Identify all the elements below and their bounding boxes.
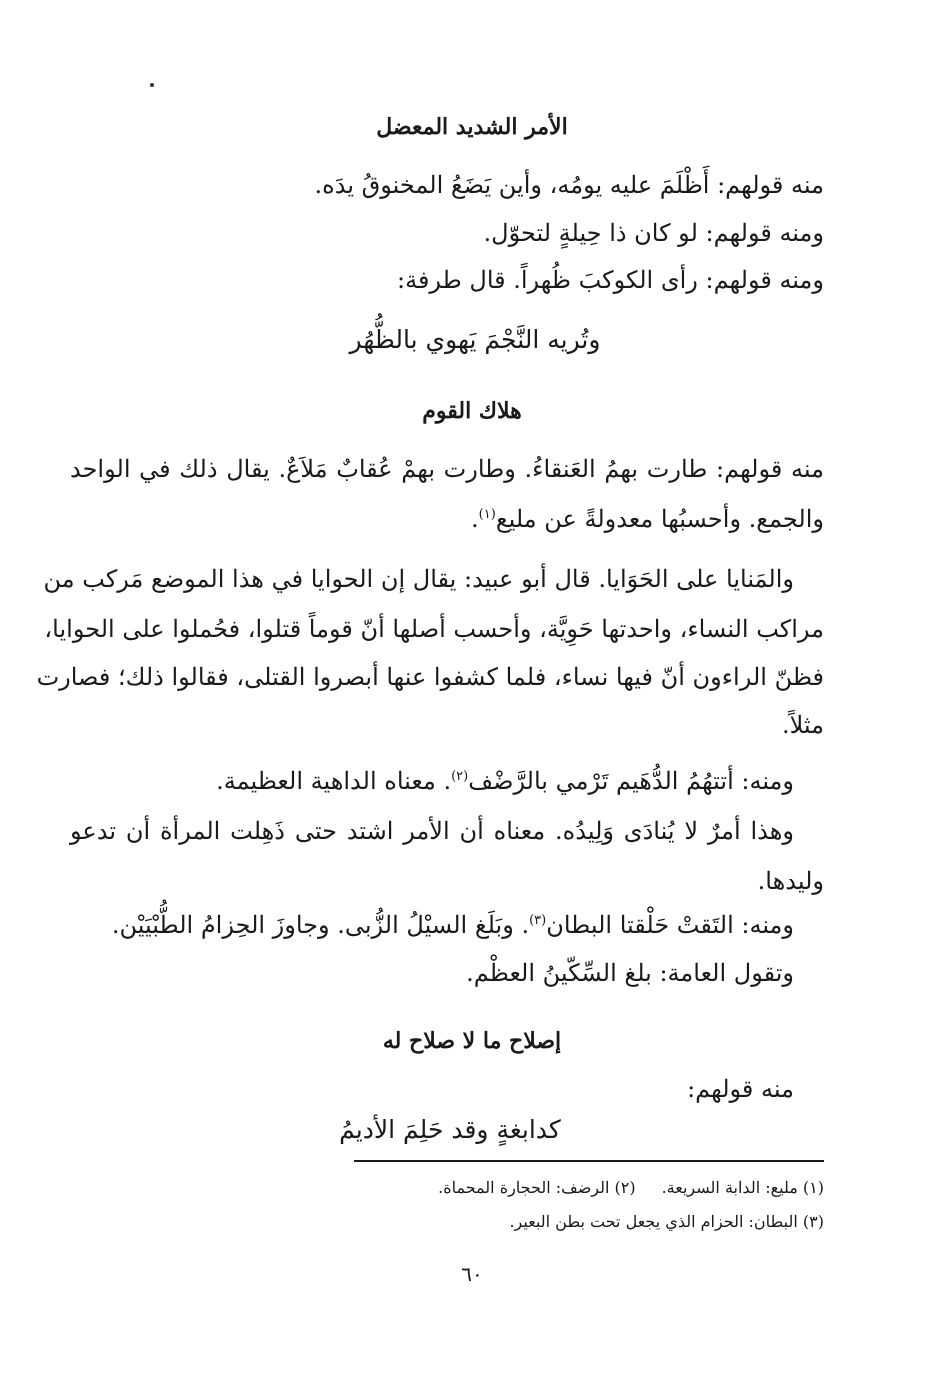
text-line: مراكب النساء، واحدتها حَوِيَّة، وأحسب أصلها أنّ قوماً قتلوا، فحُملوا على الحوايا،: [44, 615, 824, 643]
page-number: ٦٠: [461, 1262, 483, 1286]
line-text: ومنه: أتتهُمُ الدُّهَيم تَرْمي بالرَّضْف: [468, 767, 794, 795]
line-end: . وبَلَغ السيْلُ الزُّبى. وجاوزَ الحِزامُ الطُّبْيَيْن.: [111, 911, 530, 939]
text-line: [471, 502, 824, 536]
footnote-line: [438, 1176, 824, 1200]
text-line: منه قولهم: أَظْلَمَ عليه يومُه، وأين يَضَعُ المخنوقُ يدَه.: [314, 171, 824, 199]
text-line: وليدها.: [757, 867, 824, 895]
footnote-3: (٣) البطان: الحزام الذي يجعل تحت بطن البعير.: [509, 1212, 824, 1231]
footnote-rule: [354, 1160, 824, 1162]
ink-speck: [150, 83, 154, 87]
footnote-ref: (٢): [451, 769, 469, 784]
line-text: والجمع. وأحسبُها معدولةً عن مليع: [495, 505, 824, 533]
footnote-ref: (٣): [529, 913, 547, 928]
text-line: ومنه قولهم: رأى الكوكبَ ظُهراً. قال طرفة:: [397, 266, 824, 294]
text-line: ومنه قولهم: لو كان ذا حِيلةٍ لتحوّل.: [483, 219, 824, 247]
line-text: ومنه: التَقتْ حَلْقتا البطان: [546, 911, 794, 939]
text-line: منه قولهم: طارت بهمُ العَنقاءُ. وطارت بهمْ عُقابٌ مَلاَعٌ. يقال ذلك في الواحد: [70, 455, 824, 483]
section-heading-severe-matter: الأمر الشديد المعضل: [376, 114, 568, 140]
text-line: وهذا أمرٌ لا يُنادَى وَلِيدُه. معناه أن الأمر اشتد حتى ذَهِلت المرأة أن تدعو: [70, 817, 794, 845]
text-line: وتقول العامة: بلغ السِّكّينُ العظْم.: [466, 959, 794, 987]
footnote-1: (١) مليع: الدابة السريعة.: [661, 1178, 824, 1197]
footnote-2: (٢) الرضف: الحجارة المحماة.: [438, 1178, 636, 1197]
poetry-verse: وتُريه النَّجْمَ يَهوي بالظُّهُر: [349, 325, 601, 354]
text-line: فظنّ الراءون أنّ فيها نساء، فلما كشفوا عنها أبصروا القتلى، فقالوا ذلك؛ فصارت: [36, 663, 824, 691]
text-line: مثلاً.: [781, 711, 824, 739]
poetry-verse: كدابغةٍ وقد حَلِمَ الأديمُ: [339, 1115, 561, 1144]
text-line: منه قولهم:: [687, 1075, 794, 1103]
text-line: [216, 764, 794, 798]
text-line: [112, 908, 794, 942]
text-line: والمَنايا على الحَوَايا. قال أبو عبيد: يقال إن الحوايا في هذا الموضع مَركب من: [43, 565, 794, 593]
line-end: . معناه الداهية العظيمة.: [216, 767, 452, 795]
section-heading-people-perish: هلاك القوم: [422, 398, 522, 424]
section-heading-unfixable: إصلاح ما لا صلاح له: [382, 1028, 562, 1054]
line-end: .: [471, 505, 479, 533]
footnote-ref: (١): [478, 507, 496, 522]
